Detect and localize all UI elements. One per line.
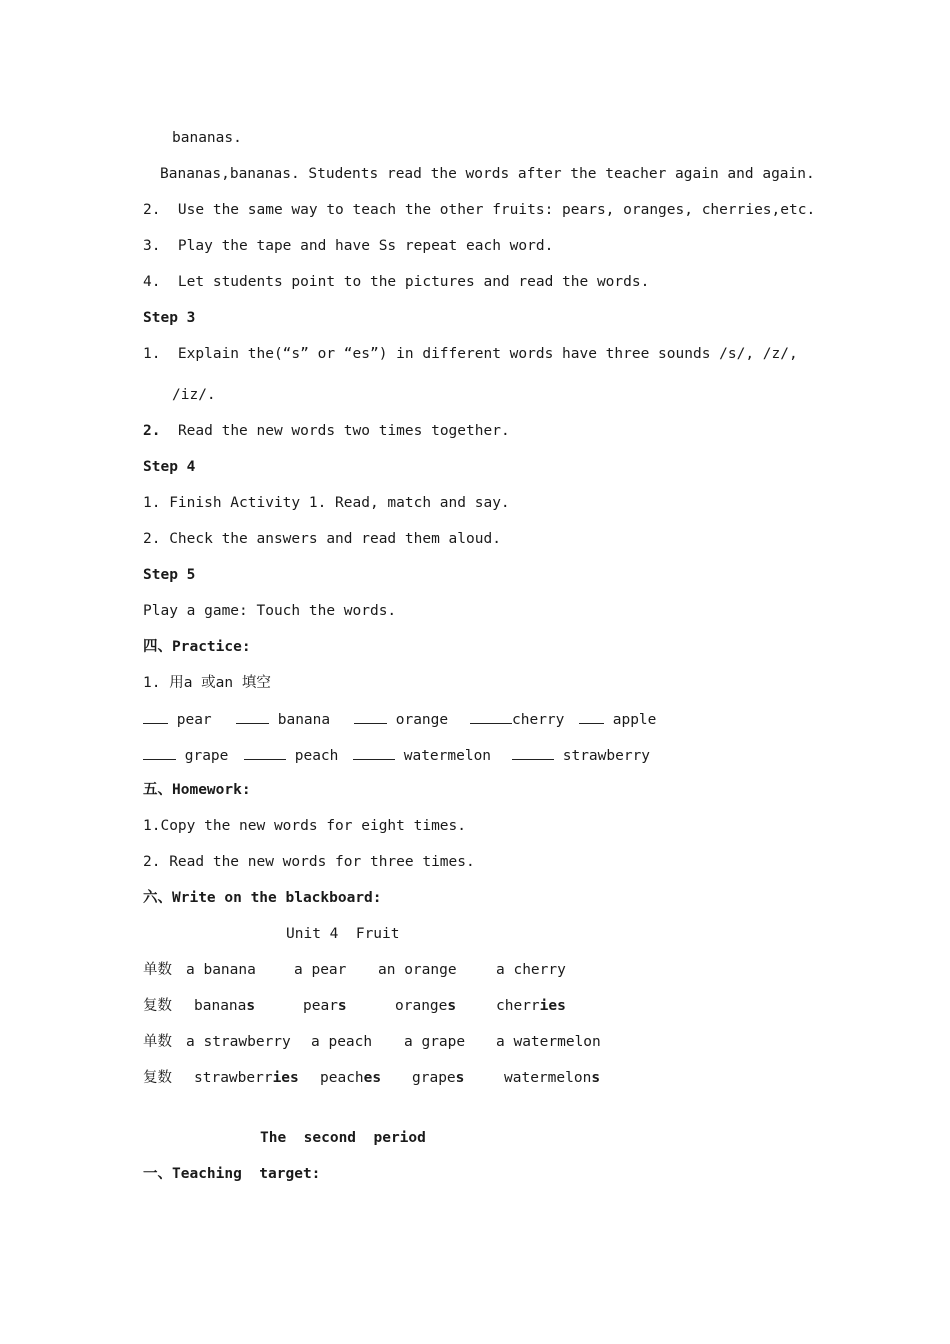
- board-plural-bananas: bananas: [194, 998, 256, 1014]
- step5-heading: Step 5: [143, 567, 196, 583]
- period-title: The second period: [260, 1130, 426, 1146]
- step3-heading: Step 3: [143, 310, 196, 326]
- step2-line-repeat: Bananas,bananas. Students read the words after the teacher again and again.: [160, 166, 815, 182]
- blackboard-single-label-1: 单数: [143, 962, 172, 978]
- practice-blank-cherry: [470, 710, 564, 729]
- step4-item-1: 1. Finish Activity 1. Read, match and say.: [143, 495, 510, 511]
- step4-heading: Step 4: [143, 459, 196, 475]
- blackboard-plural-label-2: 复数: [143, 1070, 172, 1086]
- practice-word-strawberry: strawberry: [562, 748, 651, 764]
- step4-item-2: 2. Check the answers and read them aloud.: [143, 531, 501, 547]
- practice-word-peach: peach: [294, 748, 339, 764]
- board-plural-watermelons: watermelons: [504, 1070, 601, 1086]
- practice-word-watermelon: watermelon: [403, 748, 492, 764]
- practice-word-banana: banana: [277, 712, 331, 728]
- practice-word-orange: orange: [395, 712, 449, 728]
- board-plural-cherries: cherries: [496, 998, 566, 1014]
- practice-word-pear: pear: [176, 712, 212, 728]
- board-plural-strawberries: strawberries: [194, 1070, 299, 1086]
- blackboard-plural-label-1: 复数: [143, 998, 172, 1014]
- plural-ending: s: [337, 998, 347, 1014]
- plural-ending: s: [447, 998, 457, 1014]
- step2-line-bananas: bananas.: [172, 130, 242, 146]
- step3-item-2-text: Read the new words two times together.: [177, 423, 510, 439]
- step3-item-1: 1. Explain the(“s” or “es”) in different words have three sounds /s/, /z/,: [143, 346, 798, 362]
- practice-instruction: 1. 用a 或an 填空: [143, 675, 271, 691]
- board-plural-oranges: oranges: [395, 998, 457, 1014]
- homework-heading: 五、Homework:: [143, 782, 251, 798]
- practice-blank-apple: [579, 710, 656, 729]
- practice-word-grape: grape: [184, 748, 229, 764]
- practice-heading: 四、Practice:: [143, 639, 251, 655]
- plural-ending: s: [591, 1070, 601, 1086]
- board-single-cherry: a cherry: [496, 962, 566, 978]
- board-single-watermelon: a watermelon: [496, 1034, 601, 1050]
- blackboard-unit-title: Unit 4 Fruit: [286, 926, 400, 942]
- board-plural-pears: pears: [303, 998, 347, 1014]
- step3-item-1-cont: /iz/.: [172, 387, 216, 403]
- board-plural-peaches: peaches: [320, 1070, 382, 1086]
- board-plural-grapes: grapes: [412, 1070, 465, 1086]
- board-single-orange: an orange: [378, 962, 457, 978]
- board-single-pear: a pear: [294, 962, 347, 978]
- practice-word-cherry: cherry: [512, 712, 565, 728]
- board-single-banana: a banana: [186, 962, 256, 978]
- step5-item-1: Play a game: Touch the words.: [143, 603, 397, 619]
- blackboard-heading: 六、Write on the blackboard:: [143, 890, 382, 906]
- practice-blank-pear: [143, 710, 212, 729]
- homework-item-2: 2. Read the new words for three times.: [143, 854, 475, 870]
- plural-ending: ies: [272, 1070, 299, 1086]
- plural-ending: ies: [539, 998, 566, 1014]
- blackboard-single-label-2: 单数: [143, 1034, 172, 1050]
- practice-blank-grape: [143, 746, 228, 765]
- step3-item-2-number: 2.: [143, 423, 161, 439]
- homework-item-1: 1.Copy the new words for eight times.: [143, 818, 467, 834]
- step2-item-4: 4. Let students point to the pictures and read the words.: [143, 274, 650, 290]
- practice-blank-orange: [354, 710, 448, 729]
- plural-ending: s: [455, 1070, 465, 1086]
- practice-blank-peach: [244, 746, 338, 765]
- step3-item-2: [143, 422, 510, 440]
- step2-item-3: 3. Play the tape and have Ss repeat each word.: [143, 238, 554, 254]
- teaching-target-heading: 一、Teaching target:: [143, 1166, 321, 1182]
- plural-ending: s: [246, 998, 256, 1014]
- practice-word-apple: apple: [612, 712, 657, 728]
- board-single-grape: a grape: [404, 1034, 466, 1050]
- practice-blank-banana: [236, 710, 330, 729]
- board-single-peach: a peach: [311, 1034, 373, 1050]
- board-single-strawberry: a strawberry: [186, 1034, 291, 1050]
- step2-item-2: 2. Use the same way to teach the other fruits: pears, oranges, cherries,etc.: [143, 202, 816, 218]
- practice-blank-strawberry: [512, 746, 650, 765]
- plural-ending: es: [363, 1070, 382, 1086]
- practice-blank-watermelon: [353, 746, 491, 765]
